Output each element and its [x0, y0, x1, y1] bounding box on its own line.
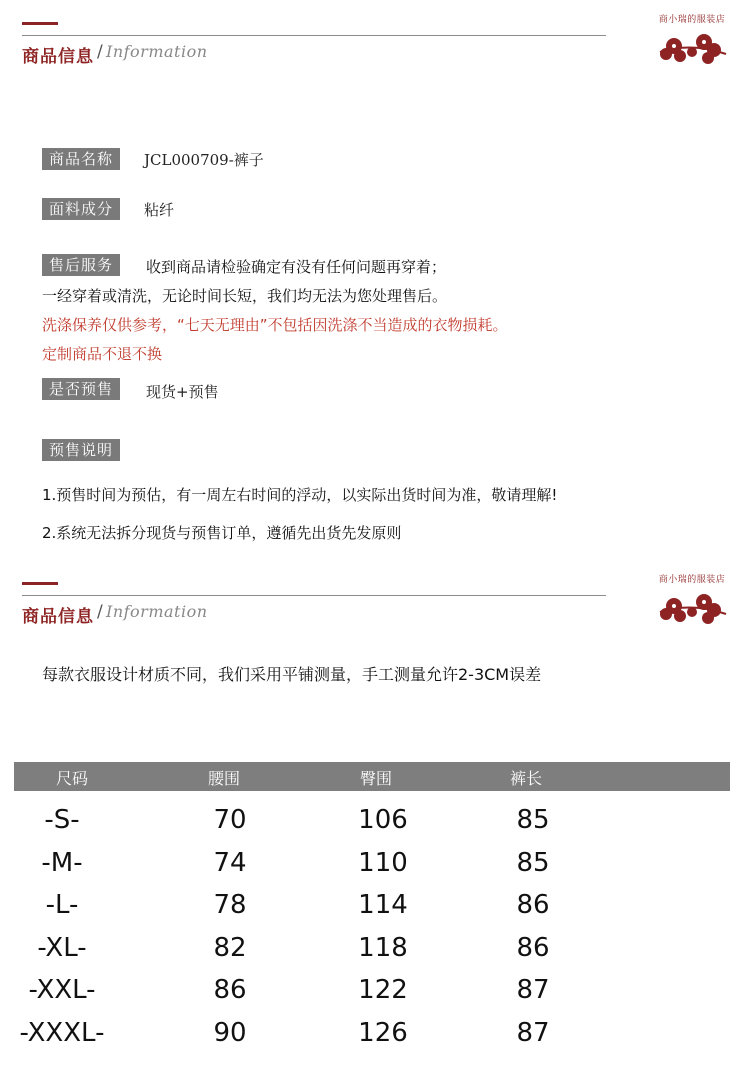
size-table-header [14, 762, 730, 791]
after-sales-line-2: 一经穿着或清洗，无论时间长短，我们均无法为您处理售后。 [42, 287, 448, 305]
waist-cell: 82 [213, 932, 247, 963]
length-cell: 86 [516, 932, 550, 963]
table-row [0, 1018, 750, 1060]
waist-cell: 70 [213, 805, 247, 835]
material-value: 粘纤 [144, 201, 175, 219]
hip-cell: 118 [358, 932, 408, 963]
accent-bar [22, 22, 58, 25]
header-length: 裤长 [510, 769, 543, 788]
section-title-slash: / [97, 42, 103, 62]
section-title: 商品信息 [22, 47, 94, 67]
measurement-note: 每款衣服设计材质不同，我们采用平铺测量，手工测量允许2-3CM误差 [42, 665, 542, 684]
waist-cell: 86 [213, 975, 247, 1005]
hip-cell: 114 [358, 890, 408, 920]
presale-note-2: 2.系统无法拆分现货与预售订单，遵循先出货先发原则 [42, 524, 402, 542]
header-waist: 腰围 [208, 769, 241, 788]
product-name-tag: 商品名称 [42, 148, 120, 170]
hip-cell: 106 [358, 805, 408, 835]
table-row [0, 805, 750, 847]
size-cell: -S- [44, 805, 80, 835]
hip-cell: 122 [358, 975, 408, 1005]
section-title: 商品信息 [22, 607, 94, 627]
size-cell: -L- [45, 890, 79, 920]
presale-tag: 是否预售 [42, 378, 120, 400]
length-cell: 85 [516, 847, 550, 878]
hip-cell: 126 [358, 1017, 408, 1048]
brand-logo-text: 商小瑞的服装店 [658, 575, 726, 585]
brand-logo [652, 12, 732, 74]
size-cell: -XXL- [28, 975, 96, 1005]
divider [22, 35, 606, 36]
table-row [0, 848, 750, 890]
header-hip: 臀围 [360, 769, 393, 788]
length-cell: 87 [516, 975, 550, 1005]
length-cell: 87 [516, 1017, 550, 1048]
section-header-product-info [0, 15, 750, 102]
section-title-slash: / [97, 602, 103, 622]
after-sales-line-1: 收到商品请检验确定有没有任何问题再穿着； [146, 258, 447, 276]
after-sales-tag: 售后服务 [42, 254, 120, 276]
material-tag: 面料成分 [42, 198, 120, 220]
section-header-size-info [0, 575, 750, 662]
hip-cell: 110 [358, 847, 408, 878]
size-cell: -XL- [37, 932, 87, 963]
waist-cell: 74 [213, 847, 247, 878]
brand-logo [652, 572, 732, 634]
waist-cell: 78 [213, 890, 247, 920]
waist-cell: 90 [213, 1017, 247, 1048]
size-cell: -M- [41, 847, 83, 878]
table-row [0, 975, 750, 1017]
size-cell: -XXXL- [19, 1017, 105, 1048]
presale-note-1: 1.预售时间为预估，有一周左右时间的浮动，以实际出货时间为准，敬请理解! [42, 486, 558, 504]
table-row [0, 933, 750, 975]
section-subtitle: Information [106, 602, 208, 621]
presale-note-tag: 预售说明 [42, 439, 120, 461]
presale-value: 现货+预售 [146, 383, 219, 401]
table-row [0, 890, 750, 932]
accent-bar [22, 582, 58, 585]
length-cell: 86 [516, 890, 550, 920]
brand-logo-text: 商小瑞的服装店 [658, 15, 726, 25]
after-sales-line-4: 定制商品不退不换 [42, 345, 163, 363]
header-size: 尺码 [56, 769, 89, 788]
product-name-value: JCL000709-裤子 [144, 151, 264, 169]
after-sales-line-3: 洗涤保养仅供参考，“七天无理由”不包括因洗涤不当造成的衣物损耗。 [42, 316, 508, 334]
length-cell: 85 [516, 805, 550, 835]
section-subtitle: Information [106, 42, 208, 61]
divider [22, 595, 606, 596]
